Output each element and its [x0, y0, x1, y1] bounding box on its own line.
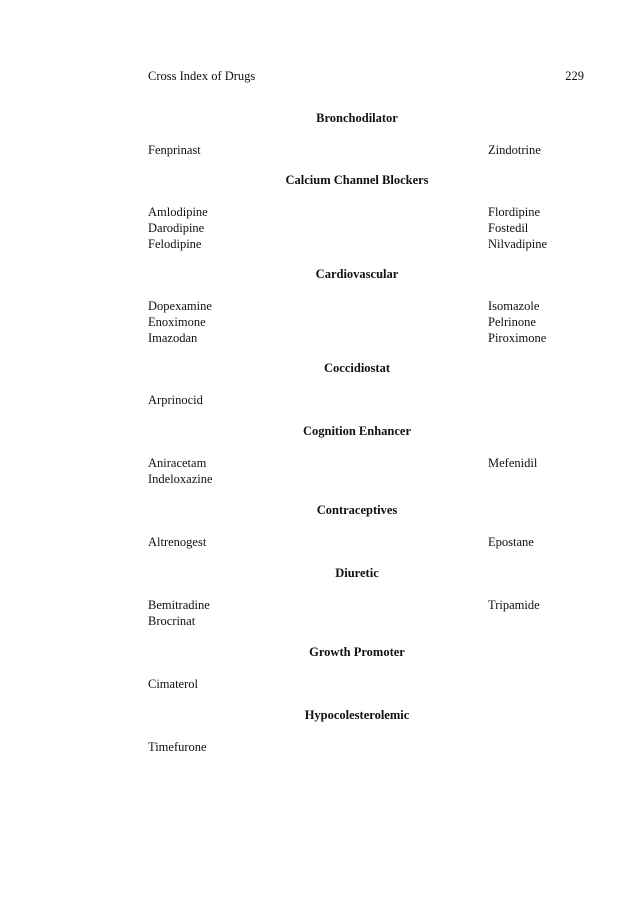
drug-name: Flordipine: [488, 205, 541, 219]
drug-name: Arprinocid: [148, 393, 203, 407]
drug-list-right: [488, 455, 537, 471]
drug-list-right: [488, 534, 534, 550]
drug-list-left: [148, 142, 201, 158]
drug-list-left: [148, 204, 208, 252]
drug-name: Enoximone: [148, 315, 206, 329]
drug-name: Indeloxazine: [148, 472, 213, 486]
drug-list-left: [148, 392, 203, 408]
section-heading: Diuretic: [335, 566, 379, 580]
section-heading: Hypocolesterolemic: [304, 708, 410, 722]
drug-name: Fostedil: [488, 221, 529, 235]
drug-name: Epostane: [488, 535, 534, 549]
drug-name: Imazodan: [148, 331, 198, 345]
running-title: Cross Index of Drugs: [148, 69, 256, 83]
drug-list-right: [488, 142, 541, 158]
drug-list-right: [488, 204, 547, 252]
section-heading: Coccidiostat: [324, 361, 390, 375]
drug-name: Tripamide: [488, 598, 540, 612]
section-heading: Cognition Enhancer: [302, 424, 411, 438]
drug-list-left: [148, 739, 207, 755]
drug-name: Fenprinast: [148, 143, 201, 157]
drug-name: Bemitradine: [148, 598, 210, 612]
drug-list-left: [148, 534, 206, 550]
drug-name: Isomazole: [488, 299, 540, 313]
drug-name: Pelrinone: [488, 315, 536, 329]
drug-name: Mefenidil: [488, 456, 538, 470]
page-number: 229: [565, 69, 584, 83]
section-heading: Cardiovascular: [315, 267, 399, 281]
drug-name: Altrenogest: [148, 535, 207, 549]
drug-list-left: [148, 597, 210, 629]
drug-list-right: [488, 597, 540, 613]
drug-name: Timefurone: [148, 740, 207, 754]
drug-name: Dopexamine: [148, 299, 212, 313]
drug-name: Brocrinat: [148, 614, 196, 628]
drug-name: Nilvadipine: [488, 237, 548, 251]
drug-list-left: [148, 455, 213, 487]
drug-name: Felodipine: [148, 237, 202, 251]
drug-list-right: [488, 298, 546, 346]
section-heading: Calcium Channel Blockers: [285, 173, 429, 187]
drug-list-left: [148, 676, 198, 692]
section-heading: Growth Promoter: [309, 645, 405, 659]
drug-name: Cimaterol: [148, 677, 198, 691]
drug-name: Aniracetam: [148, 456, 207, 470]
drug-list-left: [148, 298, 212, 346]
drug-name: Zindotrine: [488, 143, 541, 157]
section-heading: Bronchodilator: [316, 111, 398, 125]
drug-name: Piroximone: [488, 331, 547, 345]
drug-name: Amlodipine: [148, 205, 208, 219]
drug-name: Darodipine: [148, 221, 205, 235]
section-heading: Contraceptives: [316, 503, 398, 517]
